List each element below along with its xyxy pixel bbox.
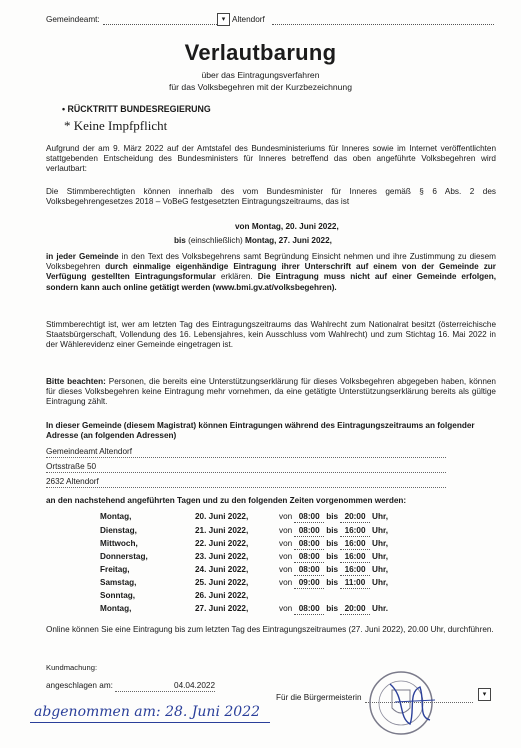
- schedule-uhr: Uhr,: [372, 565, 388, 574]
- schedule-von: von: [279, 578, 293, 587]
- schedule-uhr: Uhr,: [372, 552, 388, 561]
- period-start: von Montag, 20. Juni 2022,: [235, 222, 339, 231]
- schedule-day: Montag,: [100, 512, 132, 521]
- schedule-date: 22. Juni 2022,: [195, 539, 249, 548]
- schedule-date: 23. Juni 2022,: [195, 552, 249, 561]
- paragraph-location: In dieser Gemeinde (diesem Magistrat) können Eintragungen während des Eintragungszeitraums an folgender Adresse (an folgenden Adressen): [46, 421, 475, 441]
- schedule-bis: bis: [326, 565, 339, 574]
- schedule-row: [100, 552, 388, 563]
- schedule-bis: bis: [326, 539, 339, 548]
- schedule-uhr: Uhr,: [372, 578, 388, 587]
- mayor-signature: [380, 672, 450, 732]
- para3-text: in den Text des Volksbegehrens samt Begründung Einsicht nehmen und ihre Zustimmung zu diesem Volksbegehren: [46, 252, 496, 272]
- schedule-uhr: Uhr,: [372, 526, 388, 535]
- para3-signature: durch einmalige eigenhändige Eintragung ihrer Unterschrift auf einem von der Gemeinde zur Verfügung gestellten Eintragungsformular: [46, 262, 496, 282]
- schedule-von: von: [279, 604, 293, 613]
- schedule-von: von: [279, 539, 293, 548]
- schedule-row: [100, 512, 388, 523]
- schedule-bis: bis: [326, 552, 339, 561]
- address-line-3: 2632 Altendorf: [46, 477, 446, 488]
- schedule-date: 21. Juni 2022,: [195, 526, 249, 535]
- schedule-uhr: Uhr.: [372, 604, 388, 613]
- schedule-row: [100, 526, 388, 537]
- address-line-2: Ortsstraße 50: [46, 462, 446, 473]
- schedule-uhr: Uhr,: [372, 512, 388, 521]
- schedule-from: 08:00: [294, 526, 324, 537]
- schedule-row: [100, 565, 388, 576]
- paragraph-voters: Die Stimmberechtigten können innerhalb des vom Bundesminister für Inneres gemäß § 6 Abs. 2 des Volksbegehrengesetzes 2018 – VoBeG festgesetzten Eintragungszeitraums, das ist: [46, 187, 496, 207]
- para3-online: Die Eintragung muss nicht auf einer Gemeinde erfolgen, sondern kann auch online getätigt werden (www.bmi.gv.at/volksbegehren).: [46, 272, 497, 292]
- schedule-day: Dienstag,: [100, 526, 137, 535]
- schedule-intro: an den nachstehend angeführten Tagen und zu den folgenden Zeiten vorgenommen werden:: [46, 496, 407, 505]
- subtitle-line1: über das Eintragungsverfahren: [201, 70, 320, 80]
- buergermeister-label: Für die Bürgermeisterin: [276, 693, 362, 702]
- schedule-row: [100, 539, 388, 550]
- schedule-von: von: [279, 512, 293, 521]
- schedule-row: [100, 591, 279, 601]
- gemeindeamt-dotline-right: [272, 24, 494, 25]
- schedule-to: 11:00: [340, 578, 370, 589]
- paragraph-decision: Aufgrund der am 9. März 2022 auf der Amtstafel des Bundesministeriums für Inneres sowie im Internet veröffentlichten stattgebenden Entscheidung des Bundesministers für Inneres betreffend das oben angeführte Volksbegehren wird verlautbart:: [46, 144, 496, 174]
- handwritten-underline: [30, 722, 270, 723]
- schedule-day: Samstag,: [100, 578, 137, 587]
- note-lead: Bitte beachten:: [46, 377, 106, 386]
- paragraph-registration: [46, 252, 496, 293]
- schedule-from: 08:00: [294, 512, 324, 523]
- chevron-down-icon: ▾: [482, 691, 487, 698]
- schedule-from: 09:00: [294, 578, 324, 589]
- address-line-1: Gemeindeamt Altendorf: [46, 447, 446, 458]
- angeschlagen-label: angeschlagen am:: [46, 681, 113, 690]
- schedule-date: 25. Juni 2022,: [195, 578, 249, 587]
- gemeindeamt-value: Altendorf: [232, 15, 265, 24]
- schedule-to: 20:00: [340, 604, 370, 615]
- angeschlagen-date: 04.04.2022: [115, 681, 215, 692]
- schedule-date: 27. Juni 2022,: [195, 604, 249, 613]
- schedule-date: 26. Juni 2022,: [195, 591, 249, 600]
- schedule-row: [100, 578, 388, 589]
- kundmachung-label: Kundmachung:: [46, 663, 98, 672]
- schedule-day: Freitag,: [100, 565, 130, 574]
- schedule-from: 08:00: [294, 552, 324, 563]
- schedule-uhr: Uhr,: [372, 539, 388, 548]
- handwritten-abgenommen: abgenommen am: 28. Juni 2022: [34, 704, 261, 720]
- schedule-to: 16:00: [340, 565, 370, 576]
- schedule-bis: bis: [326, 512, 339, 521]
- subtitle-line2: für das Volksbegehren mit der Kurzbezeichnung: [169, 82, 352, 92]
- schedule-von: von: [279, 565, 293, 574]
- schedule-von: von: [279, 552, 293, 561]
- paragraph-eligibility: Stimmberechtigt ist, wer am letzten Tag des Eintragungszeitraums das Wahlrecht zum Nationalrat besitzt (österreichische Staatsbürgerschaft, Vollendung des 16. Lebensjahres, kein Ausschluss vom Wahlrecht) und zum Stichtag 16. Mai 2022 in der Wählerevidenz einer Gemeinde eingetragen ist.: [46, 320, 496, 350]
- petition-title: • RÜCKTRITT BUNDESREGIERUNG: [62, 104, 211, 114]
- gemeindeamt-dotline-left: [103, 24, 217, 25]
- online-note: Online können Sie eine Eintragung bis zum letzten Tag des Eintragungszeitraumes (27. Juni 2022), 20.00 Uhr, durchführen.: [46, 625, 494, 634]
- gemeindeamt-label: Gemeindeamt:: [46, 15, 100, 24]
- schedule-date: 20. Juni 2022,: [195, 512, 249, 521]
- schedule-row: [100, 604, 388, 615]
- gemeindeamt-dropdown[interactable]: [217, 13, 230, 26]
- schedule-to: 20:00: [340, 512, 370, 523]
- schedule-from: 08:00: [294, 565, 324, 576]
- schedule-date: 24. Juni 2022,: [195, 565, 249, 574]
- period-end-bis: bis: [174, 236, 186, 245]
- schedule-day: Mittwoch,: [100, 539, 138, 548]
- schedule-to: 16:00: [340, 539, 370, 550]
- schedule-from: 08:00: [294, 539, 324, 550]
- chevron-down-icon: ▾: [221, 16, 226, 23]
- period-end: [174, 236, 332, 246]
- schedule-to: 16:00: [340, 526, 370, 537]
- schedule-day: Sonntag,: [100, 591, 136, 600]
- page-title: Verlautbarung: [184, 40, 337, 65]
- paragraph-note: [46, 377, 496, 408]
- schedule-bis: bis: [326, 526, 339, 535]
- schedule-day: Donnerstag,: [100, 552, 148, 561]
- note-text: Personen, die bereits eine Unterstützungserklärung für dieses Volksbegehren abgegeben haben, können für dieses Volksbegehren keine Eintragung mehr vornehmen, da eine getätigte Unterstützungserklärung bereits als gültige Eintragung zählt.: [46, 377, 496, 407]
- period-end-date: Montag, 27. Juni 2022,: [245, 236, 332, 245]
- signature-dropdown[interactable]: [478, 688, 491, 701]
- para3-lead: in jeder Gemeinde: [46, 252, 119, 261]
- para3-declare: erklären.: [215, 272, 258, 282]
- schedule-bis: bis: [326, 604, 339, 613]
- period-end-paren: (einschließlich): [188, 236, 243, 245]
- schedule-to: 16:00: [340, 552, 370, 563]
- schedule-from: 08:00: [294, 604, 324, 615]
- petition-handwritten: * Keine Impfpflicht: [64, 118, 168, 133]
- schedule-bis: bis: [326, 578, 339, 587]
- schedule-day: Montag,: [100, 604, 132, 613]
- schedule-von: von: [279, 526, 293, 535]
